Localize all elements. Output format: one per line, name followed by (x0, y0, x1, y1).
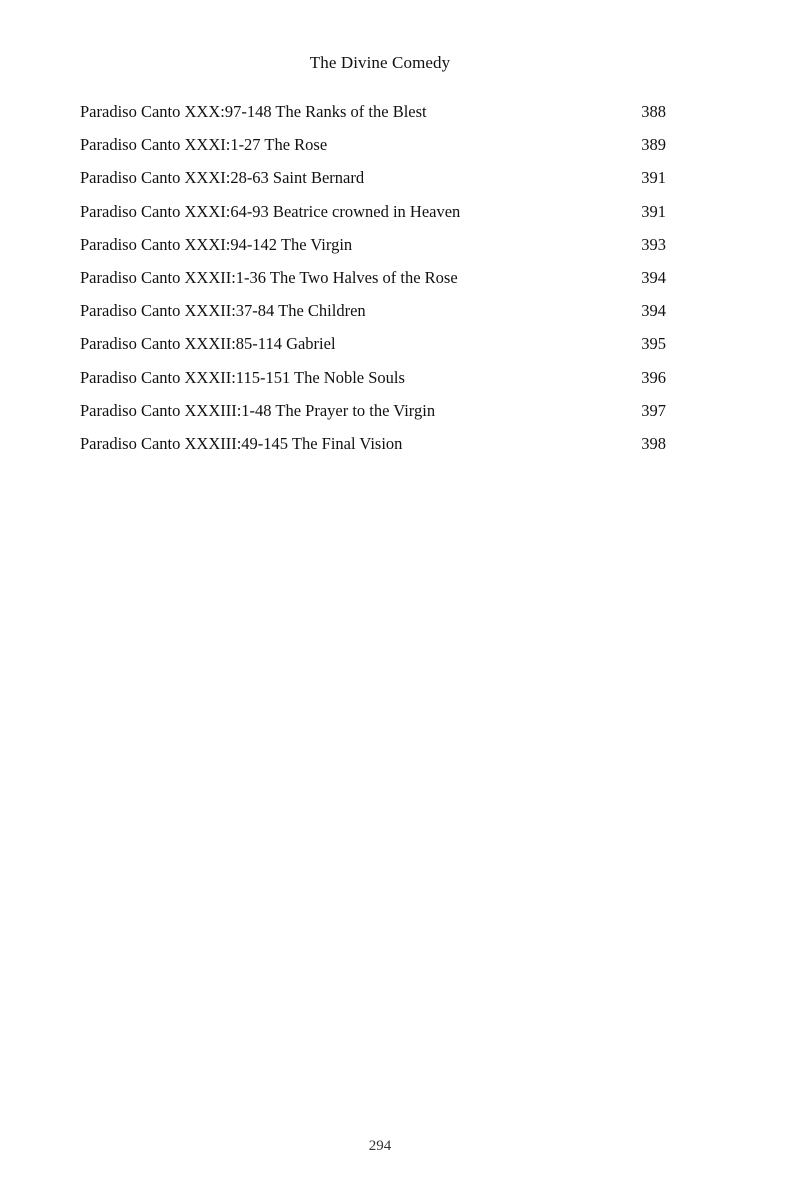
toc-entry-page: 391 (641, 168, 666, 188)
toc-entry[interactable] (80, 133, 666, 166)
toc-entry[interactable] (80, 299, 666, 332)
toc-entry-title: Paradiso Canto XXXIII:49-145 The Final Vision (80, 433, 403, 453)
toc-entry[interactable] (80, 399, 666, 432)
table-of-contents (80, 100, 666, 465)
toc-entry[interactable] (80, 100, 666, 133)
toc-entry-page: 394 (641, 267, 666, 287)
toc-entry-page: 398 (641, 433, 666, 453)
toc-entry-title: Paradiso Canto XXXII:37-84 The Children (80, 301, 366, 321)
toc-entry-title: Paradiso Canto XXXI:28-63 Saint Bernard (80, 168, 365, 188)
toc-entry-page: 393 (641, 234, 666, 254)
toc-entry[interactable] (80, 233, 666, 266)
toc-entry[interactable] (80, 200, 666, 233)
toc-entry[interactable] (80, 166, 666, 199)
toc-entry-page: 396 (641, 367, 666, 387)
toc-entry-title: Paradiso Canto XXXII:115-151 The Noble Souls (80, 367, 405, 387)
toc-entry-title: Paradiso Canto XXXI:1-27 The Rose (80, 135, 328, 155)
running-header: The Divine Comedy (309, 53, 451, 72)
toc-entry-title: Paradiso Canto XXXIII:1-48 The Prayer to the Virgin (80, 400, 436, 420)
toc-entry[interactable] (80, 366, 666, 399)
toc-entry-title: Paradiso Canto XXXI:64-93 Beatrice crowned in Heaven (80, 201, 461, 221)
toc-entry[interactable] (80, 266, 666, 299)
toc-entry-page: 388 (641, 102, 666, 121)
toc-entry-page: 397 (641, 400, 666, 420)
toc-entry[interactable] (80, 332, 666, 365)
toc-entry[interactable] (80, 432, 666, 465)
page-number: 294 (368, 1138, 392, 1154)
toc-entry-title: Paradiso Canto XXX:97-148 The Ranks of the Blest (80, 102, 427, 121)
toc-entry-page: 389 (641, 135, 666, 155)
toc-entry-title: Paradiso Canto XXXI:94-142 The Virgin (80, 234, 353, 254)
toc-entry-page: 394 (641, 301, 666, 321)
toc-entry-page: 391 (641, 201, 666, 221)
toc-entry-page: 395 (641, 334, 666, 354)
toc-entry-title: Paradiso Canto XXXII:85-114 Gabriel (80, 334, 336, 354)
toc-entry-title: Paradiso Canto XXXII:1-36 The Two Halves of the Rose (80, 267, 458, 287)
